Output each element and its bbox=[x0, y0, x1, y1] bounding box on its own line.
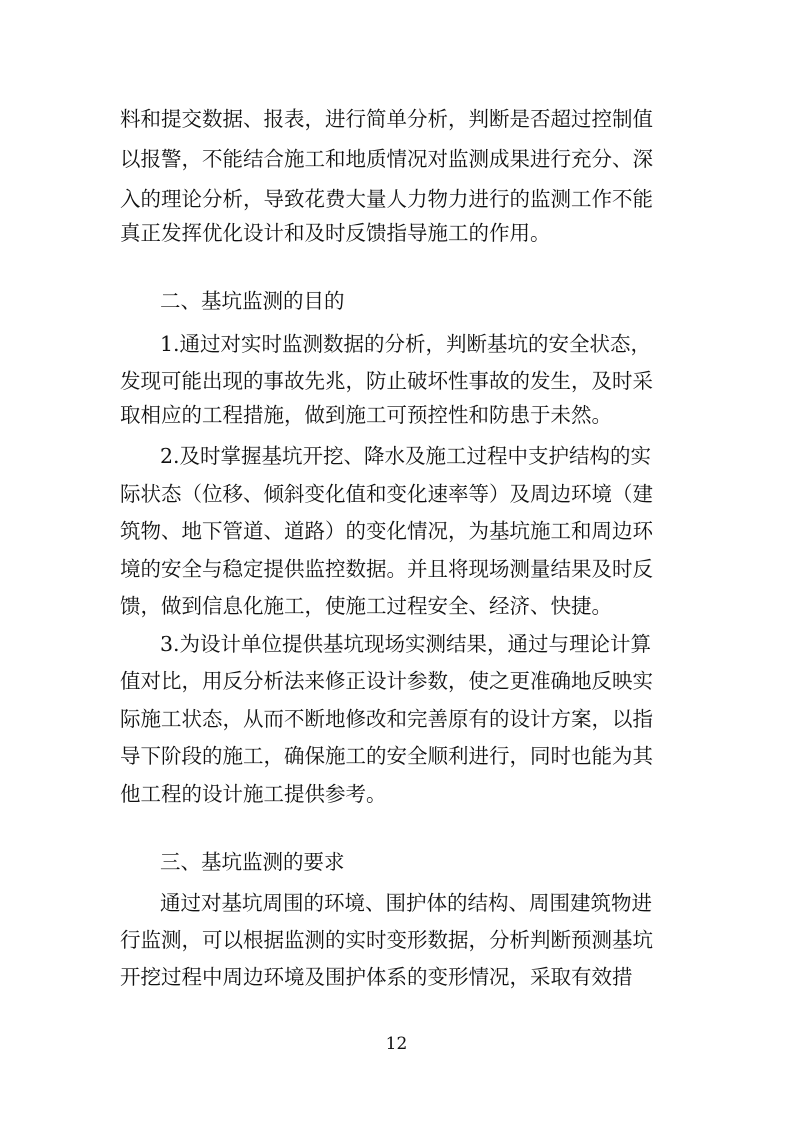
paragraph-line: 际施工状态，从而不断地修改和完善原有的设计方案，以指 bbox=[120, 707, 653, 731]
paragraph-line: 他工程的设计施工提供参考。 bbox=[120, 782, 387, 806]
page-number: 12 bbox=[385, 1034, 408, 1054]
paragraph-line: 1.通过对实时监测数据的分析，判断基坑的安全状态， bbox=[160, 332, 652, 356]
paragraph-line: 料和提交数据、报表，进行简单分析，判断是否超过控制值 bbox=[120, 107, 653, 131]
paragraph-line: 际状态（位移、倾斜变化值和变化速率等）及周边环境（建 bbox=[120, 482, 653, 506]
paragraph-line: 取相应的工程措施，做到施工可预控性和防患于未然。 bbox=[120, 403, 612, 427]
paragraph-line: 行监测，可以根据监测的实时变形数据，分析判断预测基坑 bbox=[120, 928, 653, 952]
paragraph-line: 3.为设计单位提供基坑现场实测结果，通过与理论计算 bbox=[160, 632, 652, 656]
paragraph-line: 导下阶段的施工，确保施工的安全顺利进行，同时也能为其 bbox=[120, 744, 653, 768]
paragraph-line: 入的理论分析，导致花费大量人力物力进行的监测工作不能 bbox=[120, 187, 653, 211]
paragraph-line: 筑物、地下管道、道路）的变化情况，为基坑施工和周边环 bbox=[120, 519, 653, 543]
paragraph-line: 馈，做到信息化施工，使施工过程安全、经济、快捷。 bbox=[120, 594, 612, 618]
paragraph-line: 2.及时掌握基坑开挖、降水及施工过程中支护结构的实 bbox=[160, 444, 652, 468]
section-heading: 二、基坑监测的目的 bbox=[160, 289, 345, 313]
section-heading: 三、基坑监测的要求 bbox=[160, 850, 345, 874]
paragraph-line: 境的安全与稳定提供监控数据。并且将现场测量结果及时反 bbox=[120, 557, 653, 581]
paragraph-line: 以报警，不能结合施工和地质情况对监测成果进行充分、深 bbox=[120, 147, 653, 171]
paragraph-line: 发现可能出现的事故先兆，防止破坏性事故的发生，及时采 bbox=[120, 369, 653, 393]
paragraph-line: 真正发挥优化设计和及时反馈指导施工的作用。 bbox=[120, 221, 551, 245]
paragraph-line: 通过对基坑周围的环境、围护体的结构、周围建筑物进 bbox=[160, 891, 652, 915]
paragraph-line: 值对比，用反分析法来修正设计参数，使之更准确地反映实 bbox=[120, 669, 653, 693]
paragraph-line: 开挖过程中周边环境及围护体系的变形情况，采取有效措 bbox=[120, 965, 633, 989]
